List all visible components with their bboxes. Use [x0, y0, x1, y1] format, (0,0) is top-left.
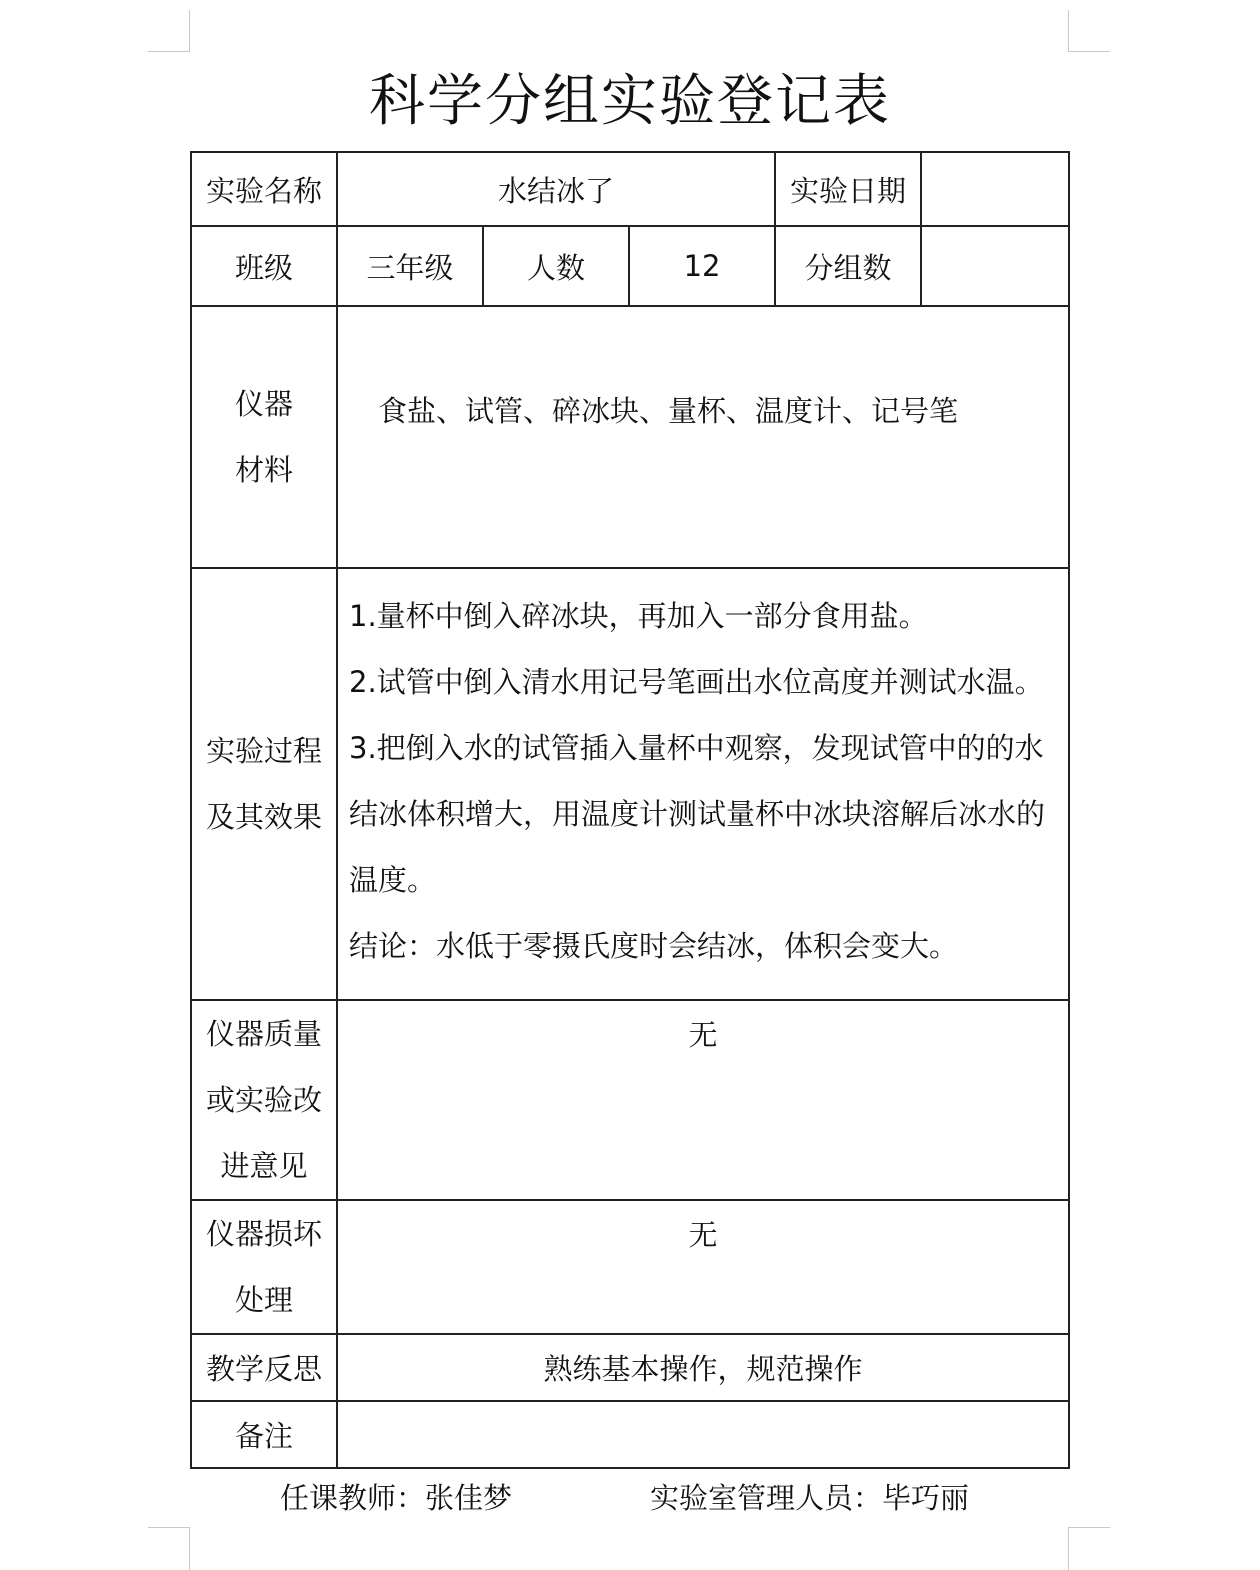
lab-manager-signature: 实验室管理人员：毕巧丽: [650, 1481, 970, 1515]
process-line: 1.量杯中倒入碎冰块，再加入一部分食用盐。: [349, 599, 928, 633]
damage-label: [191, 1200, 337, 1334]
process-label-line: 及其效果: [205, 800, 322, 834]
row-experiment-name: [191, 152, 1069, 226]
count-value[interactable]: 12: [629, 226, 775, 306]
groups-label: 分组数: [775, 226, 921, 306]
row-remarks: [191, 1401, 1069, 1468]
damage-label-line: 处理: [234, 1283, 293, 1317]
crop-mark-top-left-v: [189, 10, 190, 52]
quality-label-line: 进意见: [220, 1149, 308, 1183]
teacher-signature: 任课教师：张佳梦: [280, 1481, 513, 1515]
conclusion-line: 结论：水低于零摄氏度时会结冰，体积会变大。: [349, 929, 959, 963]
row-process: [191, 568, 1069, 1000]
quality-label-line: 或实验改: [205, 1083, 322, 1117]
row-class: [191, 226, 1069, 306]
row-quality: [191, 1000, 1069, 1200]
registration-form-table: [190, 151, 1070, 1469]
experiment-name-value[interactable]: 水结冰了: [337, 152, 775, 226]
remarks-label: 备注: [191, 1401, 337, 1468]
crop-mark-bottom-left-v: [189, 1527, 190, 1570]
class-value[interactable]: 三年级: [337, 226, 483, 306]
crop-mark-bottom-right-h: [1068, 1527, 1110, 1528]
row-damage: [191, 1200, 1069, 1334]
process-line: 结冰体积增大，用温度计测试量杯中冰块溶解后冰水的: [349, 797, 1046, 831]
materials-label-line: 仪器: [234, 387, 293, 421]
materials-label-line: 材料: [234, 453, 293, 487]
count-label: 人数: [483, 226, 629, 306]
page-title: 科学分组实验登记表: [369, 69, 891, 134]
crop-mark-top-right-h: [1068, 51, 1110, 52]
process-line: 3.把倒入水的试管插入量杯中观察，发现试管中的的水: [349, 731, 1044, 765]
class-label: 班级: [191, 226, 337, 306]
process-line: 2.试管中倒入清水用记号笔画出水位高度并测试水温。: [349, 665, 1044, 699]
experiment-name-label: 实验名称: [191, 152, 337, 226]
process-label-line: 实验过程: [205, 734, 322, 768]
remarks-value[interactable]: [337, 1401, 1069, 1468]
crop-mark-bottom-right-v: [1068, 1527, 1069, 1570]
damage-value[interactable]: 无: [337, 1200, 1069, 1334]
process-line: 温度。: [349, 863, 437, 897]
crop-mark-top-right-v: [1068, 10, 1069, 52]
experiment-date-label: 实验日期: [775, 152, 921, 226]
damage-label-line: 仪器损坏: [205, 1217, 322, 1251]
reflection-value[interactable]: 熟练基本操作，规范操作: [337, 1334, 1069, 1401]
materials-label: [191, 306, 337, 568]
quality-label-line: 仪器质量: [205, 1017, 322, 1051]
reflection-label: 教学反思: [191, 1334, 337, 1401]
quality-label: [191, 1000, 337, 1200]
groups-value[interactable]: [921, 226, 1069, 306]
row-materials: [191, 306, 1069, 568]
quality-value[interactable]: 无: [337, 1000, 1069, 1200]
process-value[interactable]: [337, 568, 1069, 1000]
process-label: [191, 568, 337, 1000]
crop-mark-bottom-left-h: [148, 1527, 190, 1528]
crop-mark-top-left-h: [148, 51, 190, 52]
experiment-date-value[interactable]: [921, 152, 1069, 226]
row-reflection: [191, 1334, 1069, 1401]
materials-value[interactable]: 食盐、试管、碎冰块、量杯、温度计、记号笔: [337, 306, 1069, 568]
